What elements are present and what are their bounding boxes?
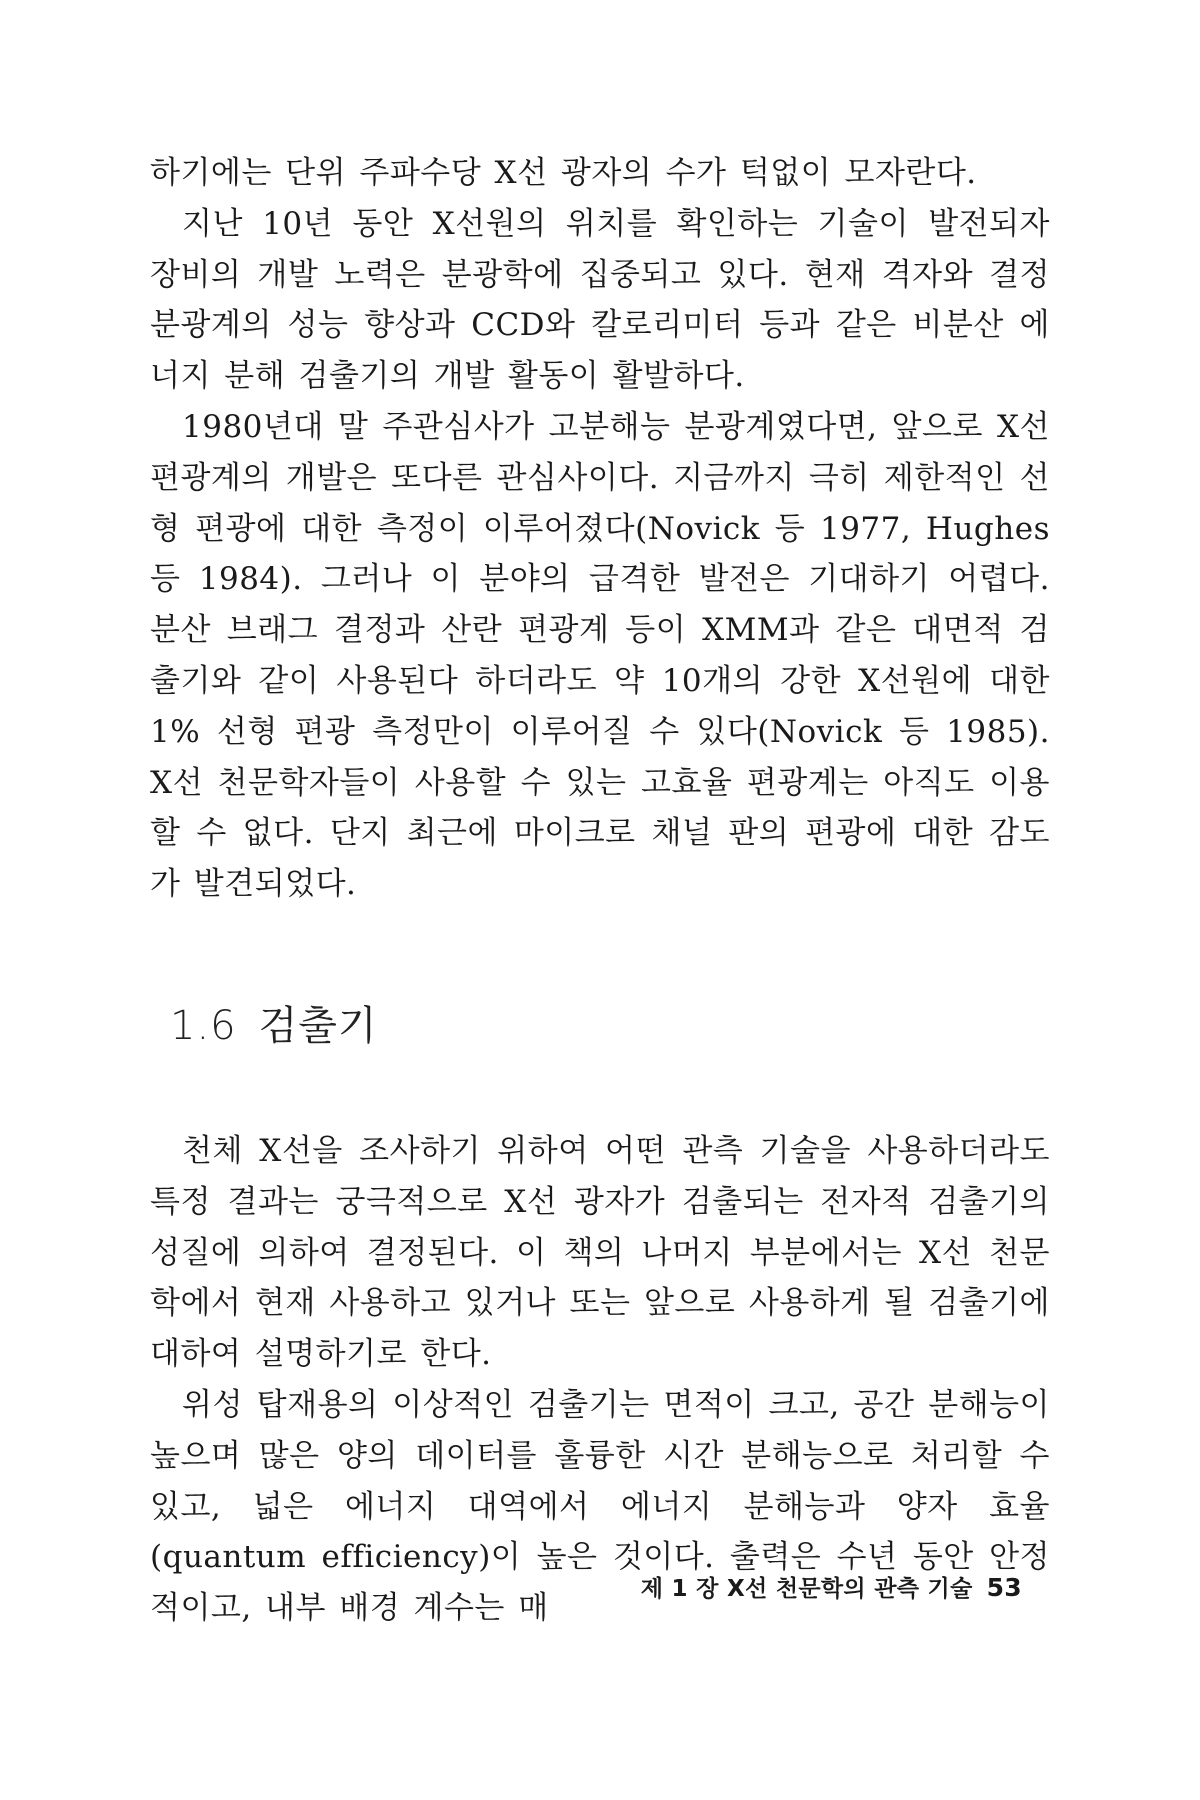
section-number: 1.6 bbox=[170, 1002, 237, 1049]
body-paragraph: 지난 10년 동안 X선원의 위치를 확인하는 기술이 발전되자 장비의 개발 노력은 분광학에 집중되고 있다. 현재 격자와 결정 분광계의 성능 향상과 CCD와 칼로리미터 등과 같은 비분산 에너지 분해 검출기의 개발 활동이 활발하다. bbox=[150, 205, 1050, 395]
section-title: 검출기 bbox=[258, 1002, 378, 1049]
page-number: 53 bbox=[986, 1573, 1022, 1602]
spacer bbox=[150, 910, 1050, 996]
body-paragraph: 1980년대 말 주관심사가 고분해능 분광계였다면, 앞으로 X선 편광계의 개발은 또다른 관심사이다. 지금까지 극히 제한적인 선형 편광에 대한 측정이 이루어졌다(Novick 등 1977, Hughes 등 1984). 그러나 이 분야의 급격한 발전은 기대하기 어렵다. 분산 브래그 결정과 산란 편광계 등이 XMM과 같은 대면적 검출기와 같이 사용된다 하더라도 약 10개의 강한 X선원에 대한 1% 선형 편광 측정만이 이루어질 수 있다(Novick 등 1985). X선 천문학자들이 사용할 수 있는 고효율 편광계는 아직도 이용할 수 없다. 단지 최근에 마이크로 채널 판의 편광에 대한 감도가 발견되었다. bbox=[150, 408, 1050, 903]
body-paragraph: 하기에는 단위 주파수당 X선 광자의 수가 턱없이 모자란다. bbox=[150, 155, 977, 191]
page-footer bbox=[641, 1570, 1022, 1603]
page-body bbox=[150, 148, 1050, 1634]
section-heading bbox=[150, 996, 1050, 1056]
body-paragraph: 위성 탑재용의 이상적인 검출기는 면적이 크고, 공간 분해능이 높으며 많은 양의 데이터를 훌륭한 시간 분해능으로 처리할 수 있고, 넓은 에너지 대역에서 에너지 분해능과 양자 효율(quantum efficiency)이 높은 것이다. 출력은 수년 동안 안정적이고, 내부 배경 계수는 매 bbox=[150, 1386, 1050, 1627]
chapter-label: 제 1 장 X선 천문학의 관측 기술 bbox=[640, 1576, 973, 1602]
spacer bbox=[150, 1056, 1050, 1126]
body-paragraph: 천체 X선을 조사하기 위하여 어떤 관측 기술을 사용하더라도 특정 결과는 궁극적으로 X선 광자가 검출되는 전자적 검출기의 성질에 의하여 결정된다. 이 책의 나머지 부분에서는 X선 천문학에서 현재 사용하고 있거나 또는 앞으로 사용하게 될 검출기에 대하여 설명하기로 한다. bbox=[150, 1132, 1050, 1373]
